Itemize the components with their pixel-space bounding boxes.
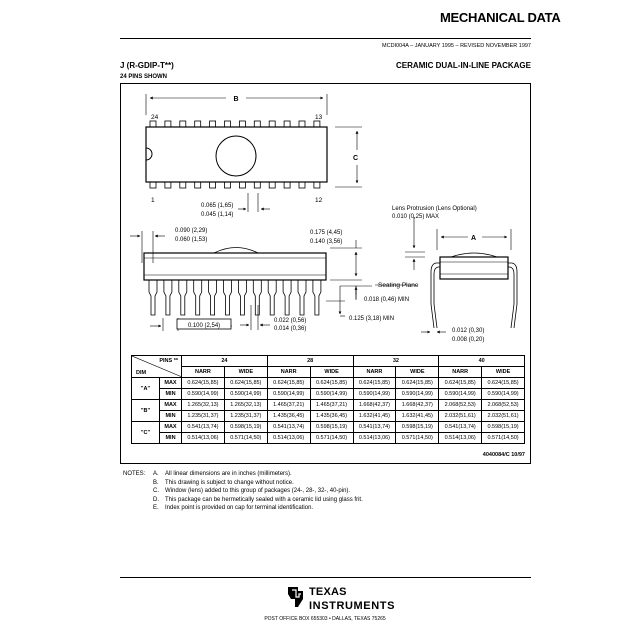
lead-thick-max: 0.012 (0,30) xyxy=(452,328,485,334)
table-row xyxy=(132,389,525,400)
top-pin xyxy=(150,121,156,127)
company-name-line2: INSTRUMENTS xyxy=(309,600,396,612)
top-pin xyxy=(254,121,260,127)
dimension-value-cell: 2.032(51,61) xyxy=(482,411,525,422)
pad-max-label: 0.065 (1,65) xyxy=(201,203,234,209)
side-lead xyxy=(149,280,157,315)
note-key: C. xyxy=(153,488,159,494)
package-name: J (R-GDIP-T**) xyxy=(120,61,174,70)
side-lead xyxy=(238,280,246,315)
lens-title-label: Lens Protrusion (Lens Optional) xyxy=(392,206,477,212)
dimension-value-cell: 0.571(14,50) xyxy=(310,433,353,444)
drawing-number: 4040084/C 10/97 xyxy=(482,452,525,458)
pins-header: PINS ** xyxy=(159,358,178,364)
table-corner-cell xyxy=(132,356,182,378)
lead-width-max: 0.022 (0,56) xyxy=(274,318,307,324)
side-lead xyxy=(253,280,261,315)
table-row xyxy=(132,422,525,433)
limit-kind-cell: MAX xyxy=(160,422,182,433)
side-lead xyxy=(268,280,276,315)
pin-12-label: 12 xyxy=(315,197,323,204)
dimension-value-cell: 1.668(42,37) xyxy=(353,400,396,411)
subheader-wide: WIDE xyxy=(310,367,353,378)
dimension-value-cell: 1.668(42,37) xyxy=(396,400,439,411)
dimension-value-cell: 0.590(14,99) xyxy=(267,389,310,400)
note-key: B. xyxy=(153,479,159,486)
note-item xyxy=(123,470,363,479)
top-pin xyxy=(195,121,201,127)
subheader-wide: WIDE xyxy=(396,367,439,378)
height-max-label: 0.175 (4,45) xyxy=(310,230,343,236)
limit-kind-cell: MIN xyxy=(160,411,182,422)
dimension-value-cell: 2.068(52,53) xyxy=(439,400,482,411)
dimension-value-cell: 1.465(37,21) xyxy=(267,400,310,411)
pin-count-cell: 32 xyxy=(353,356,439,367)
dim-b-label: B xyxy=(233,96,239,103)
company-address: POST OFFICE BOX 655303 • DALLAS, TEXAS 75265 xyxy=(264,616,386,622)
dimension-value-cell: 0.598(15,19) xyxy=(224,422,267,433)
side-lead xyxy=(283,280,291,315)
footer-rule xyxy=(120,577,531,578)
limit-kind-cell: MIN xyxy=(160,389,182,400)
limit-kind-cell: MIN xyxy=(160,433,182,444)
dimension-value-cell: 1.435(36,45) xyxy=(267,411,310,422)
top-pin xyxy=(225,121,231,127)
subheader-wide: WIDE xyxy=(224,367,267,378)
top-pin xyxy=(180,121,186,127)
pad-min-label: 0.045 (1,14) xyxy=(201,212,234,218)
dimension-value-cell: 1.632(41,45) xyxy=(353,411,396,422)
lead-thick-min: 0.008 (0,20) xyxy=(452,337,485,343)
dimension-value-cell: 1.632(41,45) xyxy=(396,411,439,422)
bottom-pin xyxy=(299,182,305,188)
bottom-pin xyxy=(225,182,231,188)
dimension-value-cell: 0.590(14,99) xyxy=(182,389,225,400)
dimension-value-cell: 0.624(15,85) xyxy=(396,378,439,389)
dimension-value-cell: 0.541(13,74) xyxy=(267,422,310,433)
bottom-pin xyxy=(269,182,275,188)
dimension-value-cell: 0.624(15,85) xyxy=(353,378,396,389)
pins-shown-label: 24 PINS SHOWN xyxy=(120,74,168,80)
notes-block xyxy=(123,470,363,513)
dim-header: DIM xyxy=(136,370,147,376)
bottom-pin xyxy=(165,182,171,188)
ti-logo-icon xyxy=(286,585,306,609)
top-pin xyxy=(284,121,290,127)
bottom-pin xyxy=(210,182,216,188)
note-text: This drawing is subject to change without notice. xyxy=(165,479,294,486)
table-row xyxy=(132,411,525,422)
dimension-value-cell: 1.235(31,37) xyxy=(224,411,267,422)
pin-count-cell: 40 xyxy=(439,356,525,367)
end-view xyxy=(405,217,517,332)
dim-c-label: C xyxy=(353,155,359,162)
dimension-value-cell: 0.590(14,99) xyxy=(310,389,353,400)
top-pin xyxy=(239,121,245,127)
left-offset-min: 0.060 (1,53) xyxy=(175,237,208,243)
table-row xyxy=(132,433,525,444)
side-lead xyxy=(209,280,217,315)
page-title: MECHANICAL DATA xyxy=(440,10,561,25)
dimension-value-cell: 1.235(31,37) xyxy=(182,411,225,422)
dimension-value-cell: 1.265(32,13) xyxy=(182,400,225,411)
dimension-value-cell: 0.598(15,19) xyxy=(310,422,353,433)
subheader-wide: WIDE xyxy=(482,367,525,378)
top-pin xyxy=(269,121,275,127)
dimension-table xyxy=(131,355,525,444)
dimension-value-cell: 0.541(13,74) xyxy=(353,422,396,433)
side-lead xyxy=(313,280,321,315)
height-min-label: 0.140 (3,56) xyxy=(310,239,343,245)
standoff-min-label: 0.018 (0,46) MIN xyxy=(364,297,410,303)
dimension-value-cell: 0.624(15,85) xyxy=(267,378,310,389)
top-pin xyxy=(210,121,216,127)
limit-kind-cell: MAX xyxy=(160,400,182,411)
dim-name-cell: "A" xyxy=(132,378,160,400)
dimension-value-cell: 0.624(15,85) xyxy=(182,378,225,389)
note-key: A. xyxy=(153,471,159,477)
lead-width-min: 0.014 (0,36) xyxy=(274,326,307,332)
limit-kind-cell: MAX xyxy=(160,378,182,389)
table-header-row xyxy=(132,356,525,367)
side-lead xyxy=(224,280,232,315)
subheader-narr: NARR xyxy=(267,367,310,378)
bottom-pin xyxy=(314,182,320,188)
table-row xyxy=(132,378,525,389)
dimension-value-cell: 0.571(14,50) xyxy=(224,433,267,444)
dim-name-cell: "C" xyxy=(132,422,160,444)
dimension-value-cell: 0.514(13,06) xyxy=(267,433,310,444)
note-text: All linear dimensions are in inches (millimeters). xyxy=(165,471,292,477)
dimension-value-cell: 0.514(13,06) xyxy=(182,433,225,444)
dimension-value-cell: 1.465(37,21) xyxy=(310,400,353,411)
pin-13-label: 13 xyxy=(315,114,323,121)
bottom-pin xyxy=(195,182,201,188)
dimension-value-cell: 0.571(14,50) xyxy=(482,433,525,444)
dimension-value-cell: 0.541(13,74) xyxy=(439,422,482,433)
note-key: E. xyxy=(153,505,159,511)
side-lead xyxy=(298,280,306,315)
note-item xyxy=(123,479,363,488)
dimension-value-cell: 0.590(14,99) xyxy=(396,389,439,400)
dimension-value-cell: 0.514(13,06) xyxy=(353,433,396,444)
pin-count-cell: 24 xyxy=(182,356,268,367)
dimension-value-cell: 0.624(15,85) xyxy=(224,378,267,389)
package-type: CERAMIC DUAL-IN-LINE PACKAGE xyxy=(396,61,531,70)
dimension-value-cell: 1.265(32,13) xyxy=(224,400,267,411)
dimension-value-cell: 2.068(52,53) xyxy=(482,400,525,411)
note-key: D. xyxy=(153,496,159,503)
top-pin xyxy=(314,121,320,127)
dimension-value-cell: 0.590(14,99) xyxy=(482,389,525,400)
side-lead xyxy=(179,280,187,315)
company-name-line1: TEXAS xyxy=(309,586,347,598)
table-row xyxy=(132,400,525,411)
dimension-value-cell: 0.624(15,85) xyxy=(482,378,525,389)
dimension-value-cell: 0.598(15,19) xyxy=(396,422,439,433)
dimension-value-cell: 0.590(14,99) xyxy=(224,389,267,400)
left-offset-max: 0.090 (2,29) xyxy=(175,228,208,234)
lens-max-label: 0.010 (0,25) MAX xyxy=(392,214,440,220)
document-reference: MCDI004A – JANUARY 1995 – REVISED NOVEMBER 1997 xyxy=(382,43,531,49)
bottom-pin xyxy=(180,182,186,188)
note-text: This package can be hermetically sealed with a ceramic lid using glass frit. xyxy=(165,496,363,503)
top-pin xyxy=(299,121,305,127)
note-item xyxy=(123,496,363,505)
note-text: Index point is provided on cap for terminal identification. xyxy=(165,505,314,511)
note-text: Window (lens) added to this group of packages (24-, 28-, 32-, 40-pin). xyxy=(165,488,351,494)
dimension-value-cell: 0.590(14,99) xyxy=(439,389,482,400)
dimension-value-cell: 0.598(15,19) xyxy=(482,422,525,433)
notes-label: NOTES: xyxy=(123,471,146,477)
bottom-pin xyxy=(254,182,260,188)
dim-a-label: A xyxy=(471,235,477,242)
side-lead xyxy=(164,280,172,315)
bottom-pin xyxy=(239,182,245,188)
side-lead xyxy=(194,280,202,315)
subheader-narr: NARR xyxy=(182,367,225,378)
note-item xyxy=(123,504,363,513)
dimension-value-cell: 0.571(14,50) xyxy=(396,433,439,444)
bottom-pin xyxy=(150,182,156,188)
pin-1-label: 1 xyxy=(151,197,155,204)
lead-length-label: 0.125 (3,18) MIN xyxy=(349,316,395,322)
subheader-narr: NARR xyxy=(353,367,396,378)
seating-plane-label: Seating Plane xyxy=(378,282,419,289)
note-item xyxy=(123,487,363,496)
dimension-value-cell: 1.435(36,45) xyxy=(310,411,353,422)
dimension-value-cell: 0.514(13,06) xyxy=(439,433,482,444)
top-pin xyxy=(165,121,171,127)
pitch-label: 0.100 (2,54) xyxy=(187,323,221,329)
top-view xyxy=(146,94,362,212)
pin-count-cell: 28 xyxy=(267,356,353,367)
dimension-value-cell: 0.541(13,74) xyxy=(182,422,225,433)
dimension-value-cell: 0.624(15,85) xyxy=(310,378,353,389)
pin-24-label: 24 xyxy=(151,114,159,121)
dimension-value-cell: 0.590(14,99) xyxy=(353,389,396,400)
dimension-value-cell: 0.624(15,85) xyxy=(439,378,482,389)
table-subheader-row xyxy=(132,367,525,378)
subheader-narr: NARR xyxy=(439,367,482,378)
dim-name-cell: "B" xyxy=(132,400,160,422)
bottom-pin xyxy=(284,182,290,188)
dimension-value-cell: 2.032(51,61) xyxy=(439,411,482,422)
